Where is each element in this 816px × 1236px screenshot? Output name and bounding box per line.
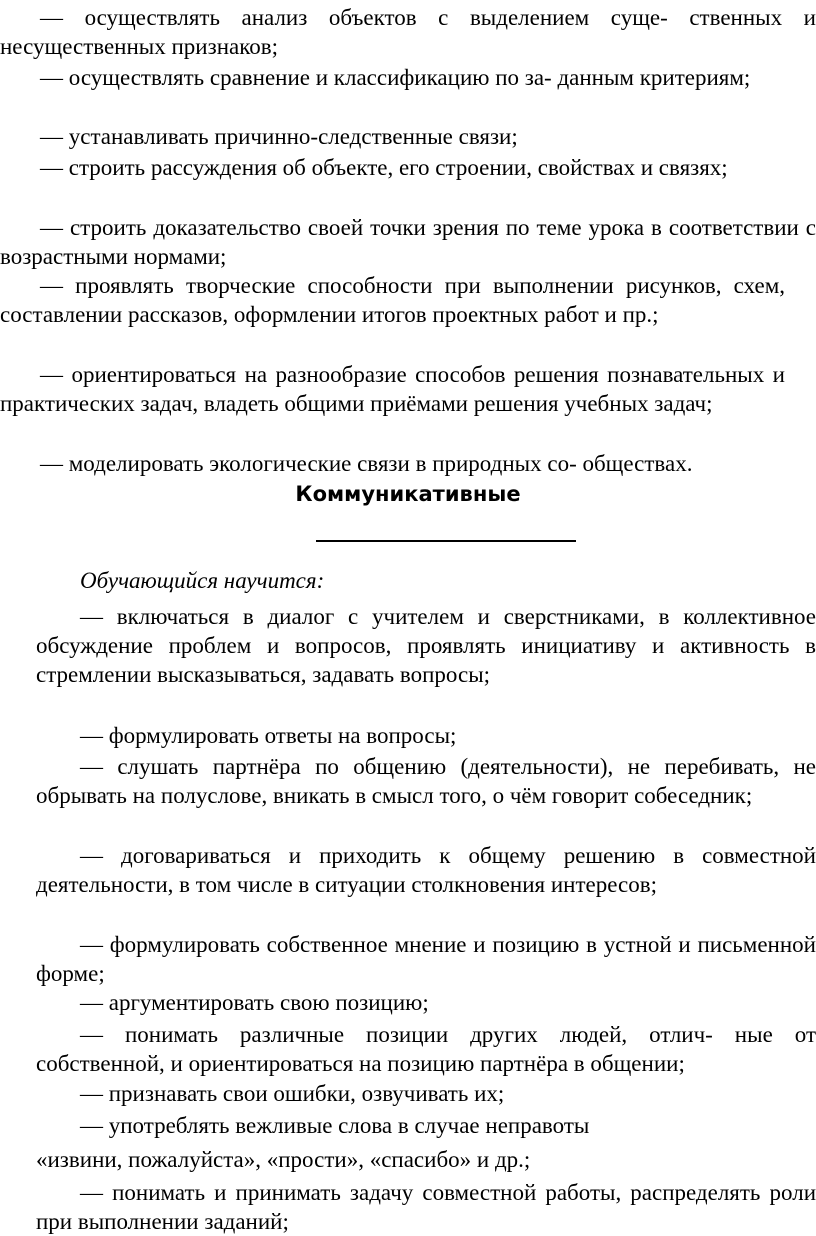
list-item: — формулировать ответы на вопросы; [80,723,457,748]
list-item: — осуществлять анализ объектов с выделением суще- ственных и несущественных признаков; [0,5,816,59]
list-item: — осуществлять сравнение и классификацию по за- данным критериям; [40,65,751,90]
list-item: — понимать различные позиции других людей, отлич- ные от собственной, и ориентироваться на позицию партнёра в общении; [36,1022,816,1076]
list-item: — признавать свои ошибки, озвучивать их; [80,1081,505,1106]
list-item: — проявлять творческие способности при выполнении рисунков, схем, составлении рассказов, оформлении итогов проектных работ и пр.; [0,273,785,327]
list-item: — включаться в диалог с учителем и сверстниками, в коллективное обсуждение проблем и вопросов, проявлять инициативу и активность в стремлении высказываться, задавать вопросы; [36,604,816,687]
list-item: — строить рассуждения об объекте, его строении, свойствах и связях; [40,155,728,180]
section-heading: Коммуникативные [295,482,521,506]
list-item: — устанавливать причинно-следственные связи; [40,124,518,149]
section-subheading: Обучающийся научится: [80,568,325,593]
heading-underline [316,540,576,542]
list-item: — ориентироваться на разнообразие способов решения познавательных и практических задач, владеть общими приёмами решения учебных задач; [0,362,785,416]
list-item: — слушать партнёра по общению (деятельности), не перебивать, не обрывать на полуслове, вникать в смысл того, о чём говорит собеседник; [36,754,816,808]
list-item: — договариваться и приходить к общему решению в совместной деятельности, в том числе в ситуации столкновения интересов; [36,843,816,897]
list-item: — строить доказательство своей точки зрения по теме урока в соответствии с возрастными нормами; [0,215,816,269]
list-item: — понимать и принимать задачу совместной работы, распределять роли при выполнении заданий; [36,1180,816,1234]
list-item: «извини, пожалуйста», «прости», «спасибо» и др.; [36,1147,531,1172]
list-item: — формулировать собственное мнение и позицию в устной и письменной форме; [36,932,816,986]
list-item: — аргументировать свою позицию; [80,990,429,1015]
list-item: — моделировать экологические связи в природных со- обществах. [40,451,693,476]
list-item: — употреблять вежливые слова в случае неправоты [80,1113,590,1138]
